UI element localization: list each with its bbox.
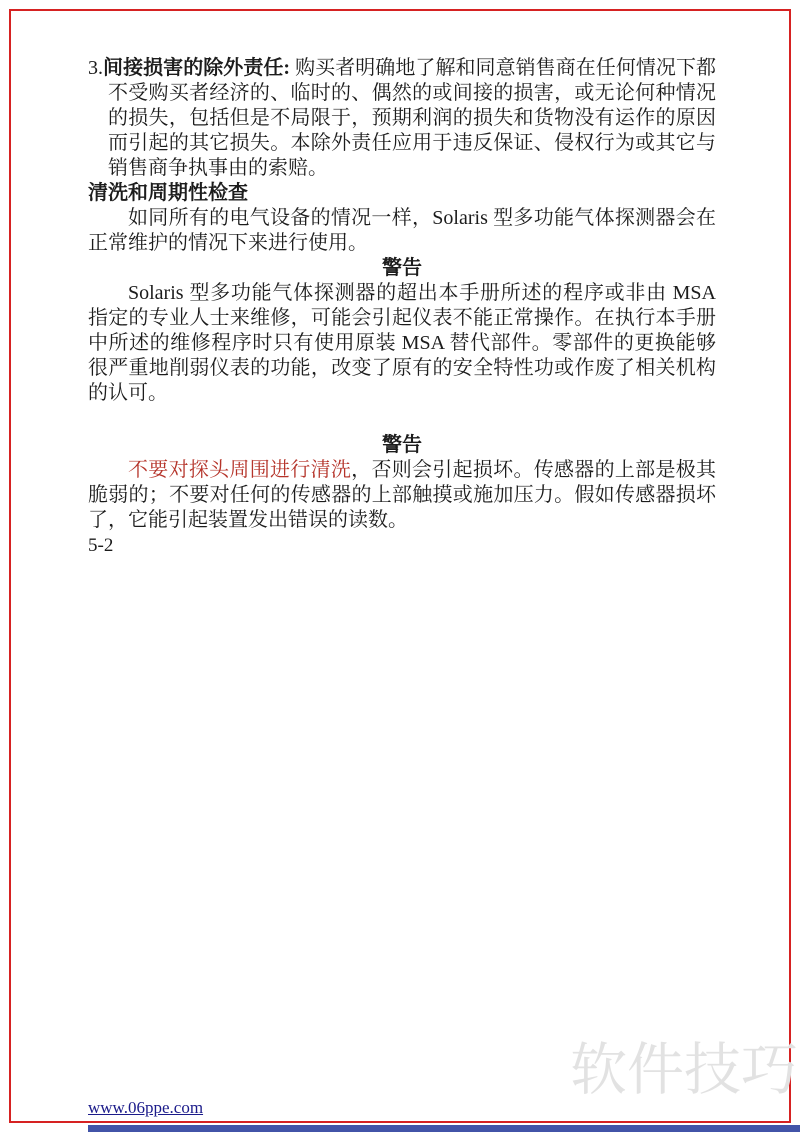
item-lead-bold: 间接损害的除外责任: <box>103 57 291 79</box>
intro-paragraph: 如同所有的电气设备的情况一样，Solaris 型多功能气体探测器会在正常维护的情况下来进行使用。 <box>88 207 716 254</box>
warning-rest-text: ，否则会引起损坏。传感器的上部是极其脆弱的；不要对任何的传感器的上部触摸或施加压力。假如传感器损坏了，它能引起装置发出错误的读数。 <box>88 459 717 531</box>
warning-body-1: Solaris 型多功能气体探测器的超出本手册所述的程序或非由 MSA 指定的专业人士来维修，可能会引起仪表不能正常操作。在执行本手册中所述的维修程序时只有使用原装 MSA 替代部件。零部件的更换能够很严重地削弱仪表的功能，改变了原有的安全特性功或作废了相关机构的认可。 <box>88 282 716 404</box>
footer-bar <box>88 1125 800 1132</box>
item-body-text: 购买者明确地了解和同意销售商在任何情况下都不受购买者经济的、临时的、偶然的或间接的损害，或无论何种情况的损失，包括但是不局限于，预期利润的损失和货物没有运作的原因而引起的其它损失。本除外责任应用于违反保证、侵权行为或其它与销售商争执事由的索赔。 <box>108 57 716 179</box>
exclusion-liability-paragraph <box>88 56 716 181</box>
page-number: 5-2 <box>88 535 114 556</box>
page-content <box>88 56 716 558</box>
item-marker: 3. <box>88 57 103 79</box>
warning-title-2: 警告 <box>382 434 422 456</box>
warning-red-text: 不要对探头周围进行清洗 <box>128 459 352 481</box>
footer-link[interactable]: www.06ppe.com <box>88 1098 204 1117</box>
warning-title-1: 警告 <box>382 257 422 279</box>
warning-body-2 <box>88 458 716 533</box>
watermark-text: 软件技巧 <box>570 1037 798 1103</box>
section-heading: 清洗和周期性检查 <box>88 182 248 204</box>
